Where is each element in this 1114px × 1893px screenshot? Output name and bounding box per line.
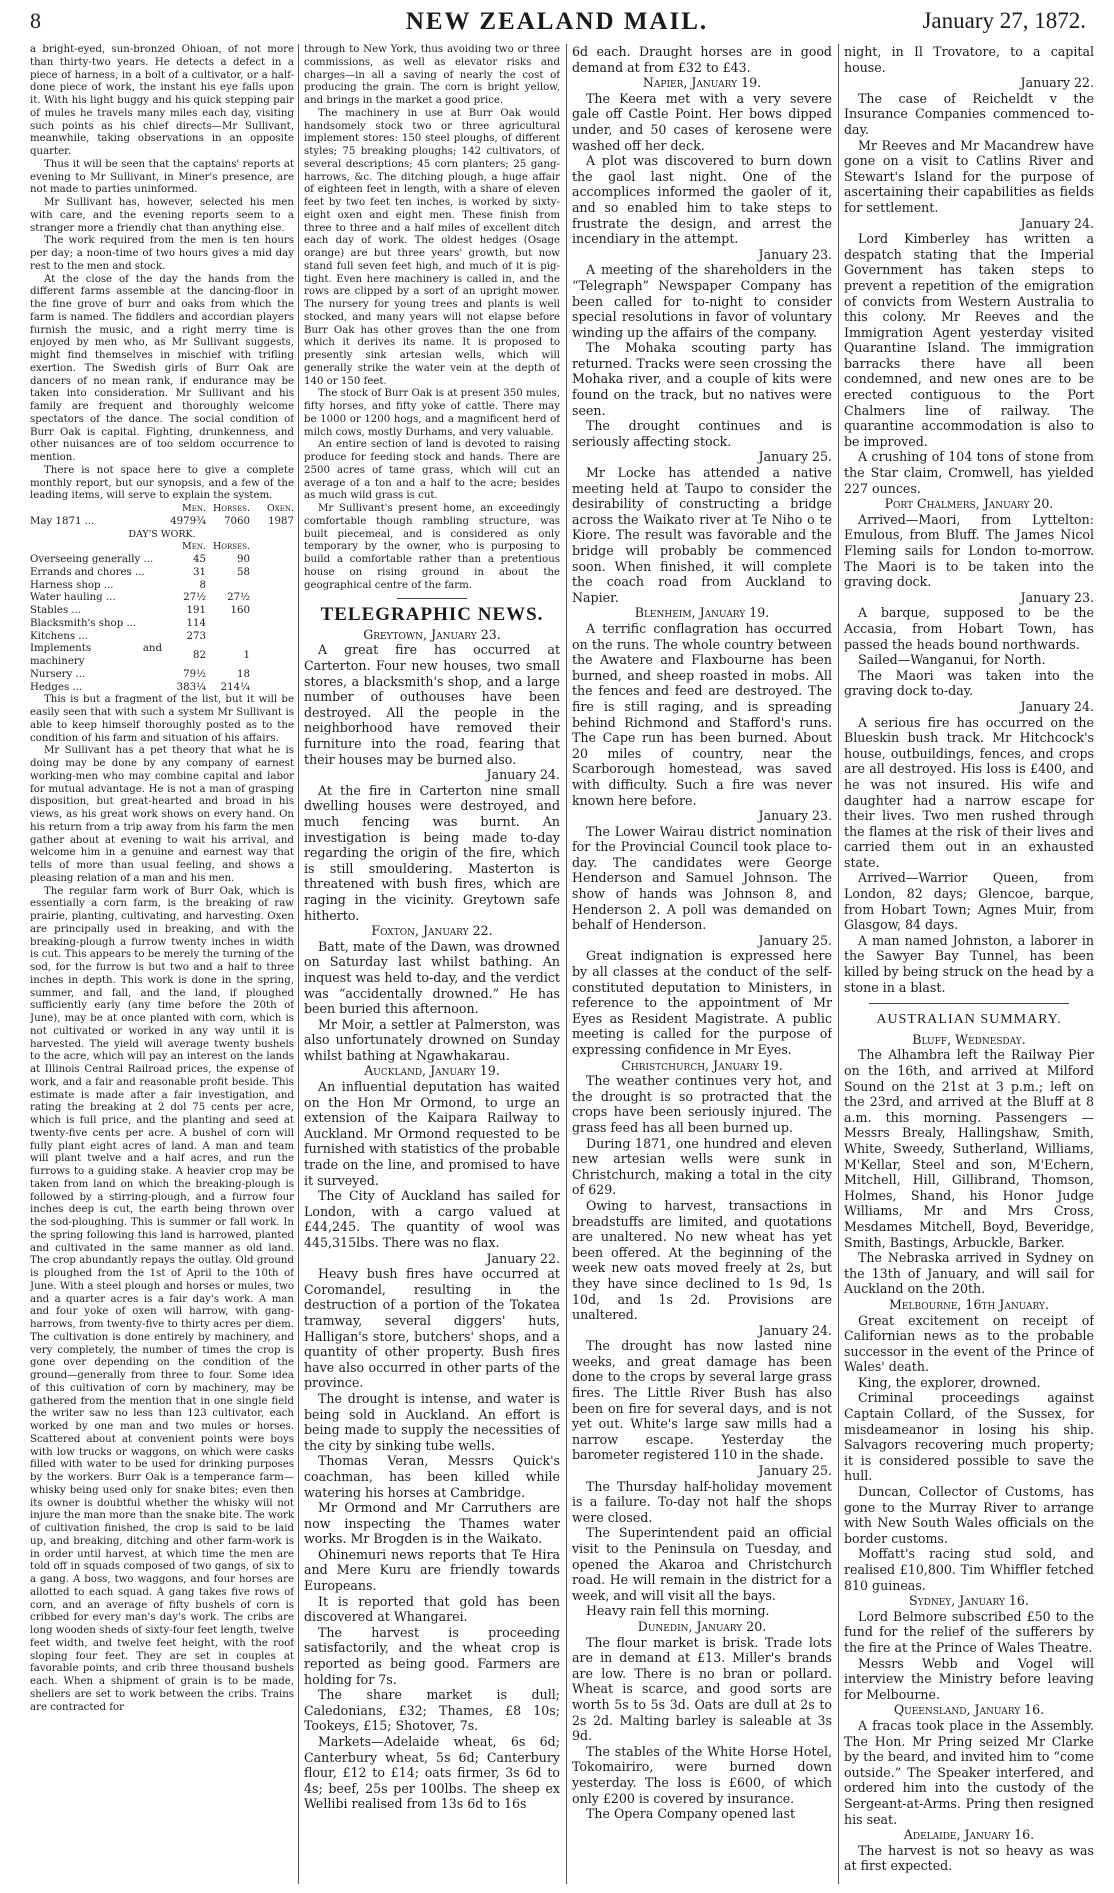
paragraph: The stock of Burr Oak is at present 350 mules, fifty horses, and fifty yoke of cattle. There may be 1000 or 1200 hogs, and a magnificent herd of milch cows, mostly Durhams, and very valuable. [304, 388, 560, 438]
dateline: Foxton, January 22. [371, 923, 493, 939]
cell: 27½ [183, 592, 206, 604]
cell [206, 580, 250, 593]
dateline: January 24. [758, 1322, 832, 1338]
paragraph: The Superintendent paid an official visit to the Peninsula on Tuesday, and opened the Akaroa and Christchurch road. He will remain in the district for a week, and will visit all the bays. [572, 1525, 832, 1603]
paragraph: Heavy rain fell this morning. [586, 1603, 770, 1619]
paragraph: Messrs Webb and Vogel will interview the Ministry before leaving for Melbourne. [844, 1655, 1094, 1702]
paragraph: During 1871, one hundred and eleven new artesian wells were sunk in Christchurch, making a total in the city of 629. [572, 1135, 832, 1198]
paragraph: The Lower Wairau district nomination for the Provincial Council took place to-day. The candidates were George Henderson and Samuel Johnson. The show of hands was Johnson 8, and Henderson 2. A poll was demanded on behalf of Henderson. [572, 823, 832, 933]
cell: 18 [237, 668, 250, 680]
paragraph: A plot was discovered to burn down the gaol last night. One of the accomplices informed the gaoler of it, and so enabled him to take steps to frustrate the design, and arrest the incendiary in the attempt. [572, 153, 832, 247]
table-row [30, 631, 294, 644]
table-row [30, 618, 294, 631]
dateline: Port Chalmers, January 20. [884, 496, 1054, 512]
table-row [30, 516, 294, 529]
table-row [30, 580, 294, 593]
paragraph: At the fire in Carterton nine small dwelling houses were destroyed, and much fencing was burnt. An investigation is being made to-day regarding the origin of the fire, which is still smouldering. Masterton is threatened with bush fires, which are raging in the vicinity. Greytown safe hitherto. [304, 782, 560, 923]
cell: 7060 [224, 515, 250, 527]
paragraph: The flour market is brisk. Trade lots are in demand at £13. Miller's brands are low. There is no bran or pollard. Wheat is scarce, and good sorts are worth 5s to 5s 3d. Oats are dull at 2s to 2s 2d. Malting barley is saleable at 3s 9d. [572, 1634, 832, 1744]
dateline: Christchurch, January 19. [621, 1057, 783, 1073]
paragraph: Batt, mate of the Dawn, was drowned on Saturday last whilst bathing. An inquest was held to-day, and the verdict was “accidentally drowned.” He has been buried this afternoon. [304, 938, 560, 1017]
paragraph: The Opera Company opened last [586, 1806, 796, 1822]
paragraph: An entire section of land is devoted to raising produce for feeding stock and hands. There are 2500 acres of tame grass, which will cut an average of a ton and a half to the acre; besides as much wild grass is cut. [304, 439, 560, 502]
paragraph: Sailed—Wanganui, for North. [858, 652, 1046, 668]
masthead [0, 0, 1114, 40]
row-label: Errands and chores ... [30, 566, 145, 578]
dateline: January 25. [758, 932, 832, 948]
cell: 114 [186, 617, 206, 629]
paragraph: This is but a fragment of the list, but it will be easily seen that with such a system Mr Sullivant is able to keep himself thoroughly posted as to the condition of his farm and situation of his affairs. [30, 694, 294, 744]
table-caption-row [30, 529, 294, 542]
paragraph: The harvest is not so heavy as was at first expected. [844, 1842, 1094, 1874]
paragraph: There is not space here to give a complete monthly report, but our synopsis, and a few of the leading items, will serve to explain the system. [30, 464, 294, 502]
paragraph: The Thursday half-holiday movement is a failure. To-day not half the shops were closed. [572, 1478, 832, 1525]
table-header-row [30, 541, 294, 554]
paragraph: Thus it will be seen that the captains' reports at evening to Mr Sullivant, in Miner's presence, are not made to parties uninformed. [30, 158, 294, 196]
table-row [30, 682, 294, 695]
paragraph: Thomas Veran, Messrs Quick's coachman, has been killed while watering his horses at Cambridge. [304, 1453, 560, 1500]
paragraph: The Mohaka scouting party has returned. Tracks were seen crossing the Mohaka river, and a couple of kits were found on the track, but no natives were seen. [572, 340, 832, 418]
dateline: Greytown, January 23. [363, 626, 501, 642]
paragraph: The work required from the men is ten hours per day; a noon-time of two hours gives a mid day rest to the men and stock. [30, 235, 294, 272]
cell: 191 [186, 605, 206, 616]
paragraph: The stables of the White Horse Hotel, Tokomairiro, were burned down yesterday. The loss is £600, of which only £200 is covered by insurance. [572, 1743, 832, 1806]
paragraph: A great fire has occurred at Carterton. Four new houses, two small stores, a blacksmith's shop, and a large number of outhouses have been destroyed. All the people in the neighborhood have removed their furniture into the road, fearing that their houses may be burned also. [304, 642, 560, 767]
paragraph: A serious fire has occurred on the Blueskin bush track. Mr Hitchcock's house, outbuildings, fences, and crops are all destroyed. His loss is £400, and he was not insured. His wife and daughter had a narrow escape for their lives. Two men rushed through the flames at the risk of their lives and carried them out in an exhausted state. [844, 714, 1094, 870]
column-rule [298, 44, 299, 1884]
table-row [30, 669, 294, 682]
paragraph: Mr Sullivant has, however, selected his men with care, and the evening reports seem to a stranger more a friendly chat than anything else. [30, 197, 294, 234]
table-row [30, 567, 294, 580]
column-header: Oxen. [266, 503, 294, 514]
paragraph: The drought continues and is seriously affecting stock. [572, 418, 832, 449]
column-rule [566, 44, 567, 1884]
dateline: Melbourne, 16th January. [889, 1296, 1049, 1312]
paragraph: night, in Il Trovatore, to a capital house. [844, 44, 1094, 75]
cell: 273 [186, 630, 206, 642]
dateline: January 25. [758, 1463, 832, 1479]
column-4 [844, 44, 1094, 1889]
row-label: Hedges ... [30, 681, 83, 693]
cell: 383¼ [176, 681, 206, 693]
divider [397, 598, 467, 599]
row-label: Kitchens ... [30, 630, 89, 642]
dateline: January 25. [758, 449, 832, 465]
paragraph: Lord Belmore subscribed £50 to the fund for the relief of the sufferers by the fire at the Prince of Wales Theatre. [844, 1608, 1094, 1655]
paragraph: through to New York, thus avoiding two or three commissions, as well as elevator risks and charges—in all a saving of nearly the cost of producing the grain. The corn is bright yellow, and brings in the market a good price. [304, 44, 560, 106]
table-body [30, 554, 294, 694]
paragraph: A man named Johnston, a laborer in the Sawyer Bay Tunnel, has been killed by being struck on the head by a stone in a blast. [844, 932, 1094, 995]
paragraph: Arrived—Maori, from Lyttelton: Emulous, from Bluff. The James Nicol Fleming sails for London to-morrow. The Maori is to be taken into the graving dock. [844, 511, 1094, 590]
cell [206, 618, 250, 631]
paragraph: Arrived—Warrior Queen, from London, 82 days; Glencoe, barque, from Hobart Town; Agnes Muir, from Glasgow, 84 days. [844, 870, 1094, 933]
row-label: Harness shop ... [30, 579, 114, 591]
section-heading: AUSTRALIAN SUMMARY. [876, 1012, 1062, 1028]
paragraph: A fracas took place in the Assembly. The Hon. Mr Pring seized Mr Clarke by the beard, and invited him to “come outside.” The Speaker interfered, and ordered him into the custody of the Sergeant-at-Arms. Pring then resigned his seat. [844, 1717, 1094, 1827]
cell: 1987 [268, 515, 294, 527]
paragraph: A barque, supposed to be the Accasia, from Hobart Town, has passed the heads bound northwards. [844, 605, 1094, 652]
paragraph: Mr Sullivant's present home, an exceedingly comfortable though rambling structure, was built piecemeal, and is considered as only temporary by the owner, who is purposing to build a comfortable rather than a pretentious house on rising ground in about the geographical centre of the farm. [304, 503, 560, 591]
dateline: January 22. [486, 1250, 560, 1266]
cell: 1 [243, 649, 250, 661]
dateline: Blenheim, January 19. [634, 605, 770, 621]
paragraph: King, the explorer, drowned. [858, 1374, 1041, 1390]
paragraph: The drought is intense, and water is being sold in Auckland. An effort is being made to supply the necessities of the city by sinking tube wells. [304, 1390, 560, 1453]
page-number: 8 [30, 8, 41, 33]
section-heading: TELEGRAPHIC NEWS. [320, 604, 544, 626]
paragraph: An influential deputation has waited on the Hon Mr Ormond, to urge an extension of the Kaipara Railway to Auckland. Mr Ormond requested to be furnished with statistics of the probable trade on the line, and promised to have it surveyed. [304, 1079, 560, 1188]
dateline: January 22. [1020, 75, 1094, 91]
cell: 45 [193, 554, 206, 565]
monthly-report-table [30, 503, 294, 694]
cell: 214¼ [220, 681, 250, 693]
paragraph: It is reported that gold has been discovered at Whangarei. [304, 1593, 560, 1625]
paragraph: Owing to harvest, transactions in breadstuffs are limited, and quotations are unaltered. No new wheat has yet been offered. At the beginning of the week new oats moved freely at 2s, but they have since declined to 1s 9d, 1s 10d, and 1s 2d. Provisions are unaltered. [572, 1197, 832, 1323]
cell: 4979¾ [170, 515, 206, 527]
column-header: Men. [182, 503, 206, 514]
cell: 27½ [227, 592, 250, 604]
row-label: Overseeing generally ... [30, 554, 154, 565]
paragraph: The weather continues very hot, and the drought is so protracted that the crops have been seriously injured. The grass feed has all been burned up. [572, 1073, 832, 1135]
row-label: Blacksmith's shop ... [30, 617, 137, 629]
paragraph: The drought has now lasted nine weeks, and great damage has been done to the crops by several large grass fires. The Little River Bush has also been on fire for several days, and is not yet out. White's large saw mills had a narrow escape. Yesterday the barometer registered 110 in the shade. [572, 1338, 832, 1463]
dateline: January 23. [758, 246, 832, 262]
paragraph: The share market is dull; Caledonians, £32; Thames, £8 10s; Tookeys, £15; Shotover, 7s. [304, 1687, 560, 1734]
cell: 82 [193, 649, 206, 661]
table-row [30, 592, 294, 605]
issue-date: January 27, 1872. [922, 8, 1086, 33]
paragraph: Mr Ormond and Mr Carruthers are now inspecting the Thames water works. Mr Brogden is in the Waikato. [304, 1500, 560, 1547]
paragraph: The harvest is proceeding satisfactorily, and the wheat crop is reported as being good. Farmers are holding for 7s. [304, 1624, 560, 1687]
cell [206, 631, 250, 644]
column-rule [838, 44, 839, 1884]
row-label: May 1871 ... [30, 515, 95, 527]
paragraph: The Maori was taken into the graving dock to-day. [844, 667, 1094, 699]
paragraph: Mr Sullivant has a pet theory that what he is doing may be done by any company of earnest working-men who may combine capital and labor for mutual advantage. He is not a man of grasping disposition, but great-hearted and broad in his views, as his great work shows on every hand. On his return from a trip away from his farm the men gather about at evening to wait his arrival, and welcome him in a genuine and earnest way that tells of more than usual feeling, and shows a pleasing relation of a man and his men. [30, 745, 294, 884]
paragraph: The Keera met with a very severe gale off Castle Point. Her bows dipped under, and 50 cases of kerosene were washed off her deck. [572, 90, 832, 153]
cell: 8 [199, 579, 206, 591]
paragraph: The City of Auckland has sailed for London, with a cargo valued at £44,245. The quantity of wool was 445,315lbs. There was no flax. [304, 1188, 560, 1250]
cell: 90 [237, 554, 250, 565]
paragraph: 6d each. Draught horses are in good demand at from £32 to £43. [572, 44, 832, 75]
column-3 [572, 44, 832, 1889]
table-caption: DAY'S WORK. [128, 528, 196, 540]
paragraph: Ohinemuri news reports that Te Hira and Mere Kuru are friendly towards Europeans. [304, 1546, 560, 1594]
cell: 31 [193, 566, 206, 578]
paragraph: Criminal proceedings against Captain Collard, of the Sussex, for misdeameanor in losing his ship. Salvagors recovering much property; it is considered possible to save the hull. [844, 1390, 1094, 1484]
table-row [30, 554, 294, 567]
newspaper-title: NEW ZEALAND MAIL. [405, 8, 709, 35]
dateline: Napier, January 19. [642, 75, 762, 91]
paragraph: The Nebraska arrived in Sydney on the 13th of January, and will sail for Auckland on the 20th. [844, 1250, 1094, 1297]
paragraph: A terrific conflagration has occurred on the runs. The whole country between the Awatere and Flaxbourne has been burned, and sheep roasted in mobs. All the fences and feed are destroyed. The fire is still raging, and is spreading behind Richmond and Stafford's runs. The Cape run has been burned. About 20 miles of country, near the Scarborough homestead, was saved with difficulty. Such a fire was never known here before. [572, 620, 832, 808]
paragraph: Duncan, Collector of Customs, has gone to the Murray River to arrange with New South Wales officials on the border customs. [844, 1484, 1094, 1546]
paragraph: The machinery in use at Burr Oak would handsomely stock two or three agricultural implement stores: 150 steel ploughs, of different styles; 75 breaking ploughs; 142 cultivators, of several descriptions; 45 corn planters; 25 gang-harrows, &c. The ditching plough, a huge affair of eighteen feet in length, with a share of eleven feet by two feet ten inches, is worked by sixty-eight oxen and eight men. These finish from three to three and a half miles of excellent ditch each day of work. The oldest hedges (Osage orange) are but three years' growth, but now stand full seven feet high, and much of it is pig-tight. Even here machinery is called in, and the rows are clipped by a sort of an upright mower. The nursery for young trees and plants is well stocked, and many years will not elapse before Burr Oak has other groves than the one from which it derives its name. It is proposed to presently sink artesian wells, which will generally strike the water vein at the depth of 140 or 150 feet. [304, 107, 560, 387]
paragraph: Mr Moir, a settler at Palmerston, was also unfortunately drowned on Sunday whilst bathing at Ngawhakarau. [304, 1016, 560, 1063]
dateline: January 24. [1020, 698, 1094, 714]
paragraph: Great indignation is expressed here by all classes at the conduct of the self-constituted deputation to Ministers, in reference to the appointment of Mr Eyes as Resident Magistrate. A public meeting is called for the purpose of expressing confidence in Mr Eyes. [572, 948, 832, 1057]
dateline: January 24. [486, 767, 560, 783]
paragraph: Moffatt's racing stud sold, and realised £10,800. Tim Whiffler fetched 810 guineas. [844, 1546, 1094, 1593]
row-label: Stables ... [30, 605, 82, 616]
table-header-row [30, 503, 294, 516]
dateline: January 24. [1020, 215, 1094, 231]
column-2 [304, 44, 560, 1889]
paragraph: Great excitement on receipt of Californian news as to the probable successor in the event of the Prince of Wales' death. [844, 1312, 1094, 1375]
paragraph: Markets—Adelaide wheat, 6s 6d; Canterbury wheat, 5s 6d; Canterbury flour, £12 to £14; oats firmer, 3s 6d to 4s; beef, 25s per 100lbs. The sheep ex Wellibi realised from 13s 6d to 16s [304, 1734, 560, 1812]
paragraph: The case of Reicheldt v the Insurance Companies commenced to-day. [844, 90, 1094, 137]
paragraph: Mr Locke has attended a native meeting held at Taupo to consider the desirability of constructing a bridge across the Waikato river at Te Niho o te Kiore. The result was favorable and the bridge will probably be commenced soon. When finished, it will complete the coach road from Auckland to Napier. [572, 465, 832, 605]
paragraph: At the close of the day the hands from the different farms assemble at the dancing-floor in the fine grove of burr and oaks from which the farm is named. The fiddlers and accordian players furnish the music, and a right merry time is enjoyed by men who, as Mr Sullivant suggests, might find themselves in mischief with trifling exertion. The Swedish girls of Burr Oak are dancers of no mean rank, if endurance may be taken into consideration. Mr Sullivant and his family are frequent and thoroughly welcome spectators of the dance. The social condition of Burr Oak is capital. Fighting, drunkenness, and other nuisances are of too seldom occurrence to mention. [30, 273, 294, 463]
paragraph: A crushing of 104 tons of stone from the Star claim, Cromwell, has yielded 227 ounces. [844, 449, 1094, 496]
paragraph: Heavy bush fires have occurred at Coromandel, resulting in the destruction of a portion of the Tokatea tramway, several diggers' huts, Halligan's store, butchers' shops, and a quantity of other property. Bush fires have also occurred in other parts of the province. [304, 1266, 560, 1391]
dateline: January 23. [758, 808, 832, 824]
table-row [30, 643, 294, 669]
row-label: Implements and machinery [30, 643, 162, 667]
paragraph: a bright-eyed, sun-bronzed Ohioan, of not more than thirty-two years. He detects a defect in a piece of harness, in a bolt of a cultivator, or a half-done piece of work, the instant his eye falls upon it. With his light buggy and his quick stepping pair of mules he travels many miles each day, visiting such points as his chief directs—Mr Sullivant, meanwhile, taking observations in an opposite quarter. [30, 44, 294, 157]
cell: 79½ [183, 668, 206, 680]
paragraph: The Alhambra left the Railway Pier on the 16th, and arrived at Milford Sound on the 21st at 3 p.m.; left on the 23rd, and arrived at the Bluff at 8 a.m. this morning. Passengers — Messrs Brealy, Hallingshaw, Smith, White, Sweedy, Sutherland, Williams, M'Kellar, Steel and son, M'Echern, Mitchell, Hill, Gillibrand, Thomson, Holmes, Shand, his Honor Judge Williams, Mr and Mrs Cross, Mesdames Mitchell, Boyd, Beveridge, Smith, Bastings, Arbuckle, Barker. [844, 1047, 1094, 1250]
table-row [30, 605, 294, 618]
paragraph: The regular farm work of Burr Oak, which is essentially a corn farm, is the breaking of raw prairie, planting, cultivating, and harvesting. Oxen are principally used in breaking, and with the breaking-plough a furrow twenty inches in width is cut. This appears to be merely the turning of the sod, for the furrow is but two and a half to three inches in depth. This work is done in the spring, summer, and fall, and the land, if ploughed sufficiently early (any time before the 20th of June), may be at once planted with corn, which is not cultivated or worked in any way until it is harvested. The yield will average twenty bushels to the acre, which will pay an interest on the lands at Illinois Central Railroad prices, the expense of work, and a fair and reasonable profit beside. This estimate is made after a fair investigation, and rating the breaking at 2 dol 75 cents per acre, which is full price, and the planting and seed at twenty-five cents per acre. A bushel of corn will fully plant eight acres of land. A man and team will plant twelve and a half acres, and run the furrows to a guiding stake. A heavier crop may be taken from land on which the breaking-plough is followed by a stirring-plough, and a furrow four inches deep is cut, the earth being thrown over the sod-ploughing. This is summer or fall work. In the spring following this land is harrowed, planted and cultivated in the same manner as old land. The crop abundantly repays the outlay. Old ground is ploughed from the 1st of April to the 10th of June. With a steel plough and horses or mules, two and a quarter acres is a fair day's work. A man and four yoke of oxen will harrow, with gang-harrows, from twenty-five to thirty acres per diem. The cultivation is done entirely by machinery, and very completely, the number of times the crop is gone over depending on the condition of the ground—generally from three to four. Some idea of this cultivation of corn by machinery, may be gathered from the mention that in one single field the writer saw no less than 123 cultivator, each worked by one man and two mules or horses. Scattered about at convenient points were boys with low trucks or waggons, on which were casks filled with water to be used for drinking purposes by the workers. Burr Oak is a temperance farm—whisky being used only for snake bites; even then its owner is doubtful whether the whisky will not injure the man more than the snake bite. The work of cultivation finished, the crop is said to be laid up, and breaking, ditching and other farm-work is in order until harvest, at which time the men are told off in squads composed of two gangs, of six to a gang. A boss, two waggons, and four horses are allotted to each squad. A gang takes five rows of corn, and an average of fifty bushels of corn is cribbed for every man's day's work. The cribs are long wooden sheds of sixty-four feet length, twelve feet width, and twelve feet height, with the roof sloping four feet. They are set in couples at favorable points, and crib three thousand bushels each. When a shipment of grain is to be made, shellers are set to work between the cribs. Trains are contracted for [30, 885, 294, 1713]
dateline: Queensland, January 16. [893, 1702, 1045, 1718]
cell: 160 [230, 605, 250, 616]
dateline: Sydney, January 16. [909, 1593, 1029, 1609]
dateline: Adelaide, January 16. [903, 1827, 1035, 1843]
paragraph: Mr Reeves and Mr Macandrew have gone on a visit to Catlins River and Stewart's Island for the purpose of ascertaining their capabilities as fields for settlement. [844, 137, 1094, 215]
cell: 58 [237, 566, 250, 578]
row-label: Water hauling ... [30, 592, 116, 604]
column-header: Horses. [212, 503, 250, 514]
dateline: Auckland, January 19. [364, 1063, 500, 1079]
column-1 [30, 44, 294, 1889]
divider [869, 1003, 1069, 1004]
row-label: Nursery ... [30, 668, 86, 680]
dateline: January 23. [1020, 589, 1094, 605]
dateline: Dunedin, January 20. [637, 1618, 767, 1634]
paragraph: Lord Kimberley has written a despatch stating that the Imperial Government has taken steps to prevent a repetition of the emigration of convicts from Western Australia to this colony. Mr Reeves and the Immigration Agent yesterday visited Quarantine Island. The immigration barracks there have all been condemned, and new ones are to be erected contiguous to the Port Chalmers line of railway. The quarantine accommodation is also to be improved. [844, 231, 1094, 449]
paragraph: A meeting of the shareholders in the “Telegraph” Newspaper Company has been called for to-night to consider special resolutions in favor of voluntary winding up the affairs of the company. [572, 262, 832, 340]
dateline: Bluff, Wednesday. [912, 1031, 1026, 1047]
column-header: Horses. [212, 541, 250, 553]
column-header: Men. [182, 541, 206, 553]
